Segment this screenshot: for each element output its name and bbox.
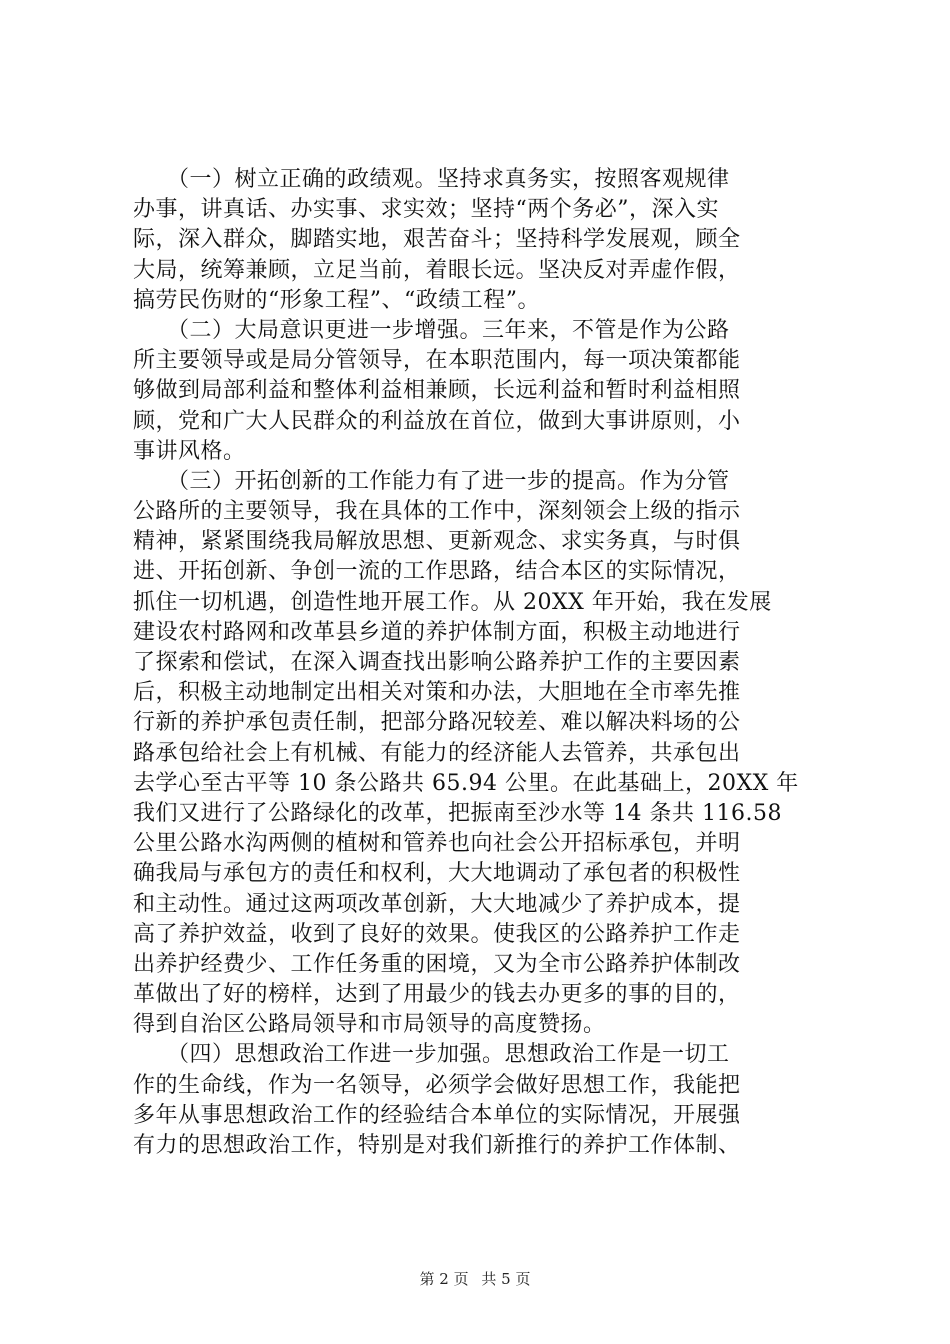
text-line: 进、开拓创新、争创一流的工作思路，结合本区的实际情况， [133,559,741,585]
text-line: 确我局与承包方的责任和权利，大大地调动了承包者的积极性 [133,861,741,887]
text-line: 革做出了好的榜样，达到了用最少的钱去办更多的事的目的， [133,982,741,1008]
text-line: 精神，紧紧围绕我局解放思想、更新观念、求实务真，与时俱 [133,529,741,555]
text-line: 路承包给社会上有机械、有能力的经济能人去管养，共承包出 [133,740,741,766]
text-line: 行新的养护承包责任制，把部分路况较差、难以解决料场的公 [133,710,741,736]
page-footer [0,1268,950,1289]
text-line: 作的生命线，作为一名领导，必须学会做好思想工作，我能把 [133,1072,741,1098]
text-line: 有力的思想政治工作，特别是对我们新推行的养护工作体制、 [133,1133,741,1158]
text-line: 所主要领导或是局分管领导，在本职范围内，每一项决策都能 [133,348,741,374]
text-line: 我们又进行了公路绿化的改革，把振南至沙水等 14 条共 116.58 [133,800,782,826]
text-line: 和主动性。通过这两项改革创新，大大地减少了养护成本，提 [133,891,741,917]
text-line: （一）树立正确的政绩观。坚持求真务实，按照客观规律 [133,167,730,192]
text-line: 去学心至古平等 10 条公路共 65.94 公里。在此基础上，20XX 年 [133,770,799,796]
text-line: （三）开拓创新的工作能力有了进一步的提高。作为分管 [133,468,730,494]
text-line: 公里公路水沟两侧的植树和管养也向社会公开招标承包，并明 [133,831,741,857]
text-line: 大局，统筹兼顾，立足当前，着眼长远。坚决反对弄虚作假， [133,257,741,283]
text-line: 够做到局部利益和整体利益相兼顾，长远利益和暂时利益相照 [133,378,741,404]
text-line: 公路所的主要领导，我在具体的工作中，深刻领会上级的指示 [133,499,741,525]
text-line: （四）思想政治工作进一步加强。思想政治工作是一切工 [133,1042,730,1068]
text-line: 多年从事思想政治工作的经验结合本单位的实际情况，开展强 [133,1102,741,1128]
text-line: 际，深入群众，脚踏实地，艰苦奋斗；坚持科学发展观，顾全 [133,227,741,253]
page-number: 第 2 页 [419,1270,469,1288]
text-line: 高了养护效益，收到了良好的效果。使我区的公路养护工作走 [133,921,741,947]
text-line: （二）大局意识更进一步增强。三年来，不管是作为公路 [133,317,730,343]
text-line: 办事，讲真话、办实事、求实效；坚持“两个务必”，深入实 [133,197,719,223]
text-line: 顾，党和广大人民群众的利益放在首位，做到大事讲原则，小 [133,408,741,434]
text-line: 抓住一切机遇，创造性地开展工作。从 20XX 年开始，我在发展 [133,589,772,615]
page-total: 共 5 页 [481,1270,531,1288]
text-line: 后，积极主动地制定出相关对策和办法，大胆地在全市率先推 [133,680,741,706]
text-line: 出养护经费少、工作任务重的困境，又为全市公路养护体制改 [133,951,741,977]
text-line: 搞劳民伤财的“形象工程”、“政绩工程”。 [133,287,540,313]
text-line: 事讲风格。 [133,438,246,464]
text-line: 建设农村路网和改革县乡道的养护体制方面，积极主动地进行 [133,619,741,645]
document-body [133,165,823,1161]
text-line: 得到自治区公路局领导和市局领导的高度赞扬。 [133,1012,606,1038]
text-line: 了探索和偿试，在深入调查找出影响公路养护工作的主要因素 [133,650,741,675]
